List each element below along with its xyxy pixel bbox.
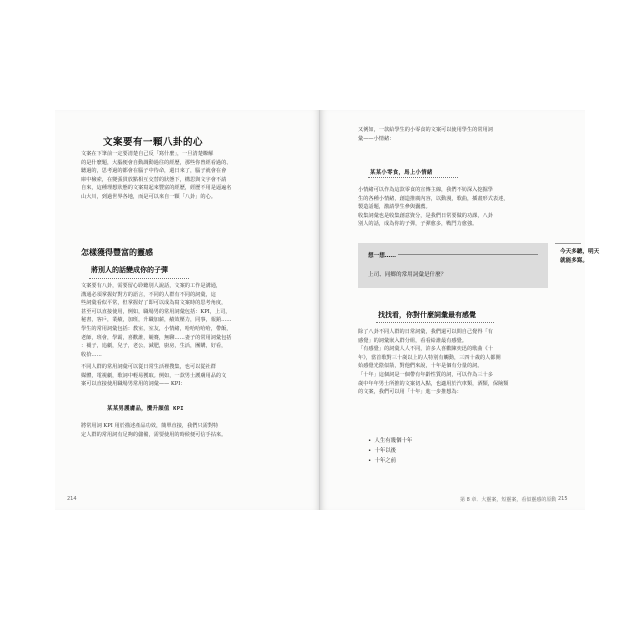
intro-paragraph	[81, 150, 296, 202]
bullet-text: 十年以後	[374, 448, 397, 454]
page-title: 文案要有一顆八卦的心	[103, 137, 204, 148]
right-mid-line: 製造話題，激請學生參與囊薦。	[358, 204, 431, 211]
right-mid-line: 小情緒可以作為這款零食的宣傳主線，我們不妨深入挖掘學	[358, 187, 493, 193]
right-body-top	[358, 126, 558, 143]
right-low-line: 年》，當首歌對三十歲以上的人特別有觸動，三四十歲的人都開	[358, 354, 501, 361]
right-low-line: 感覺」的詞彙嵌入群分組，看看給誰最有感覺。	[358, 337, 467, 344]
think-box-rule	[398, 254, 538, 255]
right-mid-line: 生的各種小情緒，創造推廣內容，以動漫，歌曲，插畫形式表達，	[358, 195, 509, 202]
body-line: 收拾……	[81, 351, 102, 358]
bullet-item	[368, 446, 412, 456]
example-quote: 某某男護膚品，攪升顏值 KPI	[107, 406, 184, 412]
body2-line: 不同人群的常用詞彙可以從日常生活裡搜集，也可以從社群	[81, 364, 216, 370]
page-number-right: 215	[558, 496, 568, 502]
body2-line: 媒體，電視劇，歌詞中輕易獲取。例如，一款男士護膚用品的文	[81, 372, 227, 379]
right-section-title: 找找看，你對什麼詞彙最有感覺	[378, 310, 476, 319]
body-line: 甚至可以直接使用，例如，職場男的常用詞彙包括：KPI，上司，	[81, 308, 231, 315]
section-title: 怎樣獲得豐富的靈感	[81, 247, 153, 257]
right-low-line: 歲中年年男士所推的文案切入點，也適用於汽車類，酒類，保險類	[358, 380, 509, 387]
body-line: 溝通必須掌握好對方的語言，不同的人群有不同的詞彙，這	[81, 291, 216, 298]
right-low-line: 始感覺光陰似箭，對他們來說，十年是個有分量的詞。	[358, 363, 483, 370]
think-box-label: 想一想……	[368, 253, 396, 259]
right-low-line: 「有感覺」的詞彙人人不同，許多人喜歡陳奕迅的歌曲《十	[358, 346, 493, 353]
bullet-dot-icon: •	[368, 458, 375, 464]
body-line: ：襪子，追劇，兒子，老公，減肥，廚房，生活，團購，好看，	[81, 343, 227, 350]
sidenote-line-2: 就能多寫。	[560, 258, 588, 264]
body3-line: 定人群的常用詞有足夠的儲備，需要使用的時候便可信手拈來。	[81, 431, 227, 438]
body-paragraph-3	[81, 422, 296, 439]
subsection-title: 將別人的話變成你的子彈	[91, 265, 168, 274]
bullet-text: 十年之前	[374, 458, 397, 464]
intro-line: 文案在下筆前一定要清楚自己反「寫什麼」，一旦清楚瞭解	[81, 151, 214, 157]
sidenote-line-1: 今天多聽，明天	[560, 249, 600, 255]
intro-line: 庫中檢索，在變張貫放點相互交替的狀態下，構思與文字會不請	[81, 176, 227, 183]
right-low-line: 除了八卦不同人群的日常詞彙，我們還可以問自己覺得「有	[358, 329, 493, 335]
right-body-low	[358, 328, 558, 397]
think-box	[358, 243, 548, 288]
book-gutter	[319, 110, 320, 510]
body-line: 老師，班會，學霸，喜歡誰，競賽，無聊……妻子的常用詞彙包括	[81, 334, 232, 341]
intro-line: 聽過的，思考過的都會在腦子中待命，還日來了，腦子就會在會	[81, 168, 227, 175]
body-line: 些詞彙看似平常，但掌握好了即可以成為寫文案時的思考角度，	[81, 300, 227, 307]
body-line: 秘書，客戶，業績，加班，升職加薪，績效壓力，同事，報銷……	[81, 317, 232, 324]
intro-line: 的是什麼題，大腦便會自動調動過往的經歷，那些你曾經看過的、	[81, 159, 232, 166]
quote-underline	[368, 177, 458, 178]
right-low-line: 「十年」這個詞是一個帶有年齡性質的詞，可以作為三十多	[358, 371, 493, 378]
right-top-line: 又例如，一款給學生的小零食的文案可以使用學生的常用詞	[358, 127, 493, 133]
section-underline	[376, 322, 494, 323]
example-quote-right: 某某小零食，馬上小情緒	[370, 170, 433, 176]
body-paragraph-2	[81, 363, 296, 389]
intro-line: 山大川，到過世界各地，而是可以來自一顆「八卦」的心。	[81, 193, 216, 200]
intro-line: 自來，這種理想狀態的文案寫起來豐富的經歷，經歷不用是逼遍名	[81, 185, 232, 192]
bullet-dot-icon: •	[368, 438, 375, 444]
body3-line: 將常用詞 KPI 用於描述產品功效，簡單直接，我們只需對特	[81, 423, 219, 429]
think-box-question: 上司、同鄉的常用詞彙是什麼？	[368, 272, 447, 278]
body-line: 學生的常用詞彙包括：教室，室友，小情緒，哈哈哈哈哈，帶飯，	[81, 325, 232, 332]
sidenote-rule	[555, 243, 581, 244]
right-mid-line: 別人的話，成為你的子彈，子彈愈多，戰鬥力愈強。	[358, 221, 478, 228]
right-top-line: 彙——小情緒：	[358, 135, 395, 142]
dotted-underline	[89, 278, 189, 279]
page-number-left: 214	[67, 496, 77, 502]
bullet-list	[368, 436, 412, 466]
right-mid-line: 收集詞彙也是收集創意資分，是我們日常要做的功課，八卦	[358, 212, 493, 219]
body-line: 文案要有八卦，需要留心聆聽別人說話，文案的工作是溝通，	[81, 283, 222, 289]
bullet-item	[368, 436, 412, 446]
right-low-line: 的文案，我們可以用「十年」進一步推想為：	[358, 389, 462, 396]
running-footer: 第 8 章．大靈案，短靈案，看似靈感的原動	[460, 497, 557, 503]
body2-line: 案可以直接使用職場男常用的詞彙—— KPI：	[81, 381, 186, 388]
bullet-item	[368, 456, 412, 466]
sidenote	[560, 248, 620, 266]
body-paragraph	[81, 282, 296, 359]
right-body-mid	[358, 186, 558, 229]
book-spread	[55, 110, 600, 510]
bullet-dot-icon: •	[368, 448, 375, 454]
bullet-text: 人生有幾個十年	[374, 438, 413, 444]
